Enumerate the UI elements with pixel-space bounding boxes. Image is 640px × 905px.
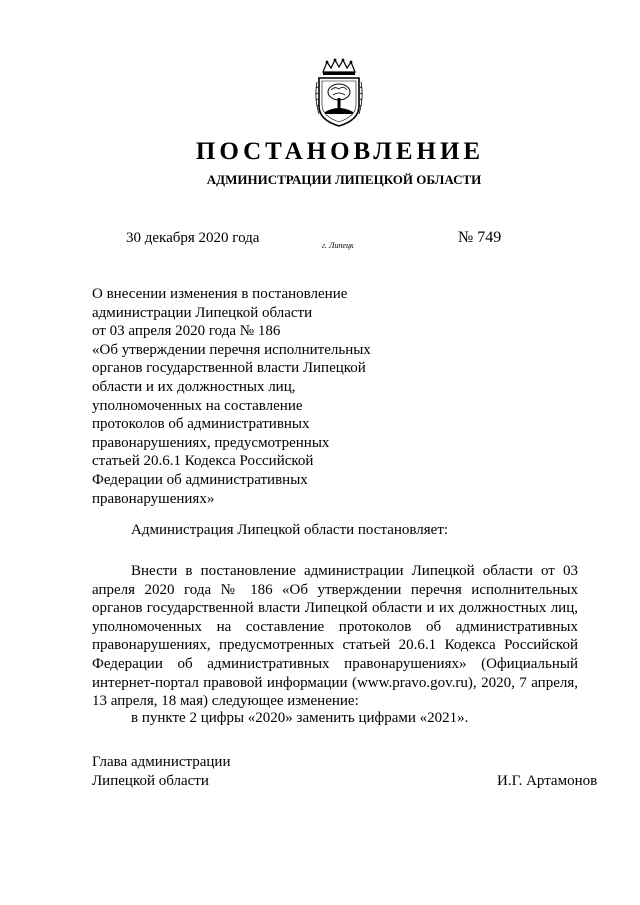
preamble-text: Администрация Липецкой области постановляет: (131, 522, 449, 538)
signatory-post-line-1: Глава администрации (92, 754, 231, 770)
heading-line: администрации Липецкой области (92, 304, 313, 321)
document-date: 30 декабря 2020 года (126, 230, 260, 246)
document-city: г. Липецк (322, 241, 354, 250)
body-paragraph-1: Внести в постановление администрации Липецкой области от 03 апреля 2020 года № 186 «Об утверждении перечня исполнительных органов государственной власти Липецкой области и их должностных лиц, уполномоченных на составление протоколов об административных правонарушениях, предусмотренных статьей 20.6.1 Кодекса Российской Федерации об административных правонарушениях» (Официальный интернет-портал правовой информации (www.pravo.gov.ru), 2020, 7 апреля, 13 апреля, 18 мая) следующее изменение: (92, 563, 578, 710)
body-paragraph-2: в пункте 2 цифры «2020» заменить цифрами «2021». (131, 710, 469, 726)
heading-line: области и их должностных лиц, (92, 378, 296, 395)
heading-line: уполномоченных на составление (92, 397, 303, 414)
heading-line: правонарушениях» (92, 490, 215, 507)
signatory-name: И.Г. Артамонов (497, 773, 598, 789)
heading-line: протоколов об административных (92, 416, 310, 433)
document-title: ПОСТАНОВЛЕНИЕ (195, 138, 485, 165)
heading-line: О внесении изменения в постановление (92, 286, 348, 302)
issuer-subtitle: АДМИНИСТРАЦИИ ЛИПЕЦКОЙ ОБЛАСТИ (206, 172, 482, 187)
heading-line: статьей 20.6.1 Кодекса Российской (92, 453, 314, 470)
heading-line: «Об утверждении перечня исполнительных (92, 341, 371, 358)
heading-line: правонарушениях, предусмотренных (92, 434, 330, 451)
document-heading (92, 285, 392, 508)
heading-line: Федерации об административных (92, 471, 308, 488)
document-number: № 749 (458, 229, 502, 246)
heading-line: органов государственной власти Липецкой (92, 360, 366, 377)
heading-line: от 03 апреля 2020 года № 186 (92, 323, 281, 340)
coat-of-arms-icon (313, 58, 365, 128)
signatory-post-line-2: Липецкой области (92, 773, 209, 789)
